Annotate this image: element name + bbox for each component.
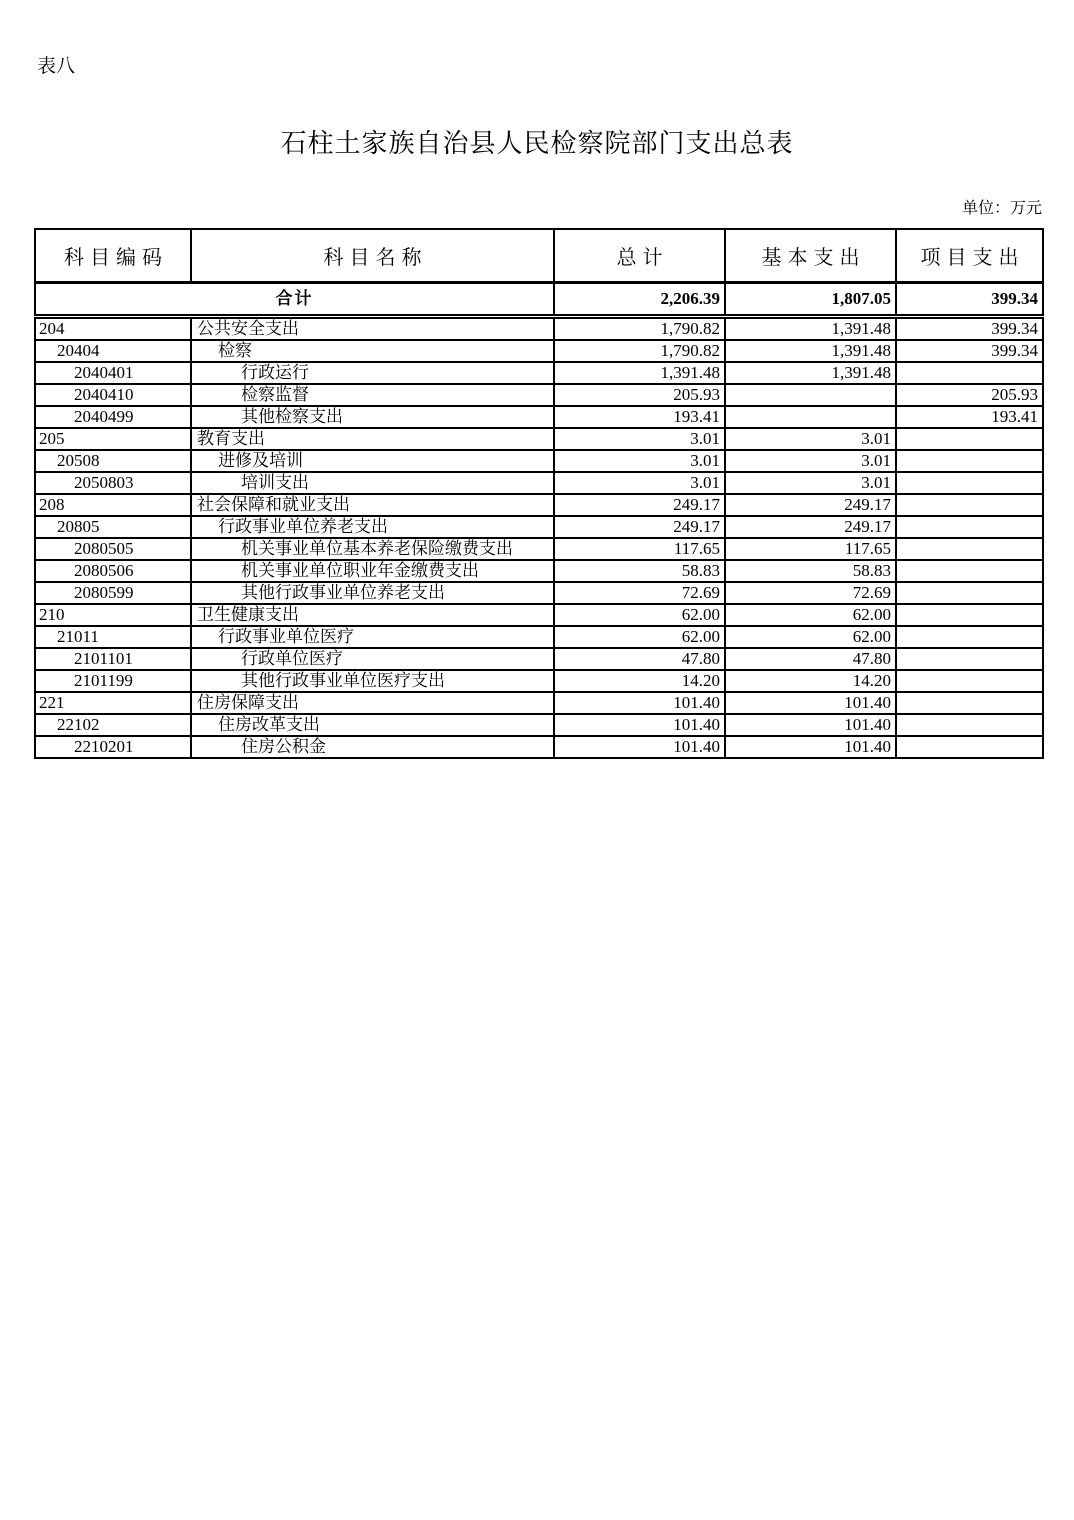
subject-code-cell: 20404	[35, 340, 191, 362]
basic-expenditure-cell: 58.83	[725, 560, 896, 582]
subject-code-cell: 2101199	[35, 670, 191, 692]
table-row	[35, 472, 1043, 494]
basic-expenditure-cell: 249.17	[725, 516, 896, 538]
expenditure-summary-table	[34, 228, 1044, 759]
column-header-grand-total: 总计	[554, 229, 725, 282]
project-expenditure-cell	[896, 362, 1043, 384]
table-row	[35, 648, 1043, 670]
grand-total-cell: 62.00	[554, 626, 725, 648]
project-expenditure-cell	[896, 450, 1043, 472]
grand-total-cell: 249.17	[554, 494, 725, 516]
table-row	[35, 384, 1043, 406]
table-row	[35, 428, 1043, 450]
grand-total-cell: 14.20	[554, 670, 725, 692]
total-row-grand-total: 2,206.39	[554, 282, 725, 316]
subject-name-cell: 培训支出	[191, 472, 554, 494]
project-expenditure-cell	[896, 516, 1043, 538]
table-row	[35, 516, 1043, 538]
grand-total-cell: 3.01	[554, 428, 725, 450]
project-expenditure-cell	[896, 582, 1043, 604]
basic-expenditure-cell: 117.65	[725, 538, 896, 560]
basic-expenditure-cell: 72.69	[725, 582, 896, 604]
project-expenditure-cell	[896, 736, 1043, 758]
subject-name-cell: 其他行政事业单位养老支出	[191, 582, 554, 604]
subject-code-cell: 2080505	[35, 538, 191, 560]
table-row	[35, 494, 1043, 516]
grand-total-cell: 193.41	[554, 406, 725, 428]
table-row	[35, 582, 1043, 604]
project-expenditure-cell	[896, 494, 1043, 516]
project-expenditure-cell: 399.34	[896, 316, 1043, 340]
subject-code-cell: 2040499	[35, 406, 191, 428]
subject-code-cell: 204	[35, 316, 191, 340]
subject-name-cell: 机关事业单位基本养老保险缴费支出	[191, 538, 554, 560]
subject-name-cell: 卫生健康支出	[191, 604, 554, 626]
subject-name-cell: 检察	[191, 340, 554, 362]
table-row	[35, 736, 1043, 758]
table-row	[35, 604, 1043, 626]
subject-name-cell: 行政事业单位医疗	[191, 626, 554, 648]
subject-code-cell: 20508	[35, 450, 191, 472]
grand-total-cell: 1,391.48	[554, 362, 725, 384]
table-row	[35, 714, 1043, 736]
table-header-row	[35, 229, 1043, 282]
total-row-label: 合计	[35, 282, 554, 316]
basic-expenditure-cell: 101.40	[725, 714, 896, 736]
table-row	[35, 670, 1043, 692]
table-row	[35, 362, 1043, 384]
grand-total-cell: 62.00	[554, 604, 725, 626]
subject-code-cell: 208	[35, 494, 191, 516]
total-row-basic: 1,807.05	[725, 282, 896, 316]
basic-expenditure-cell: 3.01	[725, 450, 896, 472]
subject-name-cell: 进修及培训	[191, 450, 554, 472]
basic-expenditure-cell: 14.20	[725, 670, 896, 692]
subject-name-cell: 教育支出	[191, 428, 554, 450]
total-row-project: 399.34	[896, 282, 1043, 316]
basic-expenditure-cell: 3.01	[725, 428, 896, 450]
basic-expenditure-cell: 47.80	[725, 648, 896, 670]
table-row	[35, 560, 1043, 582]
subject-name-cell: 其他行政事业单位医疗支出	[191, 670, 554, 692]
subject-code-cell: 2080599	[35, 582, 191, 604]
grand-total-cell: 117.65	[554, 538, 725, 560]
grand-total-cell: 249.17	[554, 516, 725, 538]
grand-total-cell: 72.69	[554, 582, 725, 604]
subject-code-cell: 21011	[35, 626, 191, 648]
subject-code-cell: 205	[35, 428, 191, 450]
basic-expenditure-cell: 101.40	[725, 692, 896, 714]
subject-code-cell: 2080506	[35, 560, 191, 582]
project-expenditure-cell	[896, 560, 1043, 582]
subject-name-cell: 其他检察支出	[191, 406, 554, 428]
subject-name-cell: 行政事业单位养老支出	[191, 516, 554, 538]
column-header-subject-name: 科目名称	[191, 229, 554, 282]
subject-code-cell: 210	[35, 604, 191, 626]
grand-total-cell: 47.80	[554, 648, 725, 670]
subject-code-cell: 22102	[35, 714, 191, 736]
project-expenditure-cell: 205.93	[896, 384, 1043, 406]
column-header-basic-expenditure: 基本支出	[725, 229, 896, 282]
basic-expenditure-cell: 1,391.48	[725, 362, 896, 384]
subject-name-cell: 住房改革支出	[191, 714, 554, 736]
basic-expenditure-cell: 3.01	[725, 472, 896, 494]
project-expenditure-cell	[896, 692, 1043, 714]
grand-total-cell: 101.40	[554, 692, 725, 714]
basic-expenditure-cell: 1,391.48	[725, 340, 896, 362]
project-expenditure-cell	[896, 670, 1043, 692]
grand-total-cell: 101.40	[554, 736, 725, 758]
grand-total-cell: 205.93	[554, 384, 725, 406]
subject-name-cell: 检察监督	[191, 384, 554, 406]
basic-expenditure-cell	[725, 384, 896, 406]
project-expenditure-cell	[896, 648, 1043, 670]
basic-expenditure-cell: 101.40	[725, 736, 896, 758]
grand-total-cell: 3.01	[554, 472, 725, 494]
subject-code-cell: 2050803	[35, 472, 191, 494]
subject-name-cell: 行政单位医疗	[191, 648, 554, 670]
project-expenditure-cell	[896, 626, 1043, 648]
form-number-label: 表八	[37, 56, 76, 77]
project-expenditure-cell: 193.41	[896, 406, 1043, 428]
subject-code-cell: 2040410	[35, 384, 191, 406]
column-header-project-expenditure: 项目支出	[896, 229, 1043, 282]
basic-expenditure-cell: 249.17	[725, 494, 896, 516]
subject-code-cell: 221	[35, 692, 191, 714]
table-row	[35, 626, 1043, 648]
subject-name-cell: 住房保障支出	[191, 692, 554, 714]
subject-code-cell: 2210201	[35, 736, 191, 758]
subject-code-cell: 2040401	[35, 362, 191, 384]
unit-note: 单位：万元	[961, 200, 1042, 217]
table-row	[35, 340, 1043, 362]
subject-name-cell: 行政运行	[191, 362, 554, 384]
basic-expenditure-cell	[725, 406, 896, 428]
subject-name-cell: 社会保障和就业支出	[191, 494, 554, 516]
subject-code-cell: 20805	[35, 516, 191, 538]
table-row	[35, 406, 1043, 428]
basic-expenditure-cell: 62.00	[725, 626, 896, 648]
column-header-subject-code: 科目编码	[35, 229, 191, 282]
table-row	[35, 316, 1043, 340]
grand-total-cell: 1,790.82	[554, 316, 725, 340]
basic-expenditure-cell: 62.00	[725, 604, 896, 626]
grand-total-cell: 101.40	[554, 714, 725, 736]
table-row	[35, 450, 1043, 472]
grand-total-cell: 3.01	[554, 450, 725, 472]
table-row	[35, 692, 1043, 714]
project-expenditure-cell	[896, 472, 1043, 494]
basic-expenditure-cell: 1,391.48	[725, 316, 896, 340]
grand-total-cell: 58.83	[554, 560, 725, 582]
table-row	[35, 538, 1043, 560]
page-title: 石柱土家族自治县人民检察院部门支出总表	[280, 129, 794, 158]
project-expenditure-cell	[896, 604, 1043, 626]
project-expenditure-cell	[896, 538, 1043, 560]
subject-name-cell: 住房公积金	[191, 736, 554, 758]
subject-name-cell: 公共安全支出	[191, 316, 554, 340]
grand-total-cell: 1,790.82	[554, 340, 725, 362]
project-expenditure-cell	[896, 714, 1043, 736]
total-row	[35, 282, 1043, 316]
subject-code-cell: 2101101	[35, 648, 191, 670]
project-expenditure-cell: 399.34	[896, 340, 1043, 362]
project-expenditure-cell	[896, 428, 1043, 450]
subject-name-cell: 机关事业单位职业年金缴费支出	[191, 560, 554, 582]
